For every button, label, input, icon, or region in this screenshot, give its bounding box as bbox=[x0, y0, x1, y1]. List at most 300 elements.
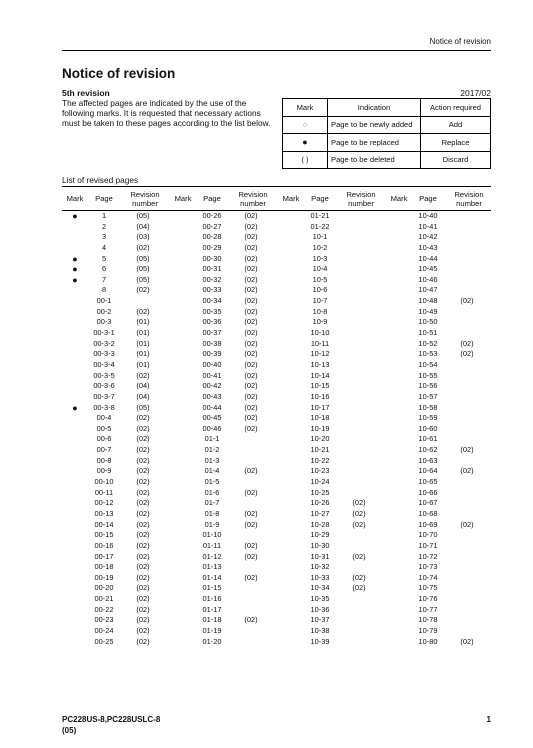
column-header-revision: Revision number bbox=[238, 189, 268, 208]
revision-cell: (02) bbox=[244, 264, 258, 274]
revision-cell bbox=[336, 360, 382, 371]
mark-cell bbox=[386, 371, 412, 382]
page-cell: 00-28 bbox=[202, 232, 222, 242]
table-row bbox=[386, 254, 490, 265]
legend-table bbox=[282, 98, 491, 169]
table-row bbox=[62, 243, 166, 254]
page-cell: 00-3-3 bbox=[93, 349, 115, 359]
table-row bbox=[170, 392, 274, 403]
table-row bbox=[62, 488, 166, 499]
page-cell: 4 bbox=[101, 242, 107, 252]
mark-cell bbox=[278, 615, 304, 626]
table-row bbox=[170, 307, 274, 318]
table-row bbox=[386, 434, 490, 445]
revision-cell bbox=[336, 392, 382, 403]
table-row bbox=[170, 413, 274, 424]
revision-cell bbox=[336, 264, 382, 275]
table-row bbox=[170, 349, 274, 360]
page-cell: 10-47 bbox=[418, 285, 438, 295]
revision-cell: (02) bbox=[136, 413, 150, 423]
mark-cell bbox=[62, 317, 88, 328]
mark-cell bbox=[386, 594, 412, 605]
table-row bbox=[278, 466, 382, 477]
legend-row-replace bbox=[283, 134, 491, 152]
mark-cell bbox=[62, 360, 88, 371]
revision-cell bbox=[444, 243, 490, 254]
revision-cell bbox=[336, 317, 382, 328]
mark-cell bbox=[62, 573, 88, 584]
mark-cell bbox=[278, 594, 304, 605]
mark-cell bbox=[170, 530, 196, 541]
mark-cell bbox=[386, 264, 412, 275]
mark-cell bbox=[278, 285, 304, 296]
page-column-group bbox=[62, 211, 166, 647]
table-row bbox=[278, 509, 382, 520]
revision-cell bbox=[444, 477, 490, 488]
mark-cell bbox=[62, 509, 88, 520]
mark-cell bbox=[62, 615, 88, 626]
revision-cell: (03) bbox=[136, 232, 150, 242]
page-cell: 10-12 bbox=[310, 349, 330, 359]
table-row bbox=[278, 232, 382, 243]
revision-cell: (02) bbox=[244, 423, 258, 433]
mark-cell bbox=[62, 583, 88, 594]
table-row bbox=[170, 275, 274, 286]
legend-mark-delete: ( ) bbox=[283, 151, 328, 169]
table-row bbox=[386, 498, 490, 509]
page-cell: 00-2 bbox=[96, 306, 112, 316]
page-cell: 10-25 bbox=[310, 487, 330, 497]
page-cell: 00-34 bbox=[202, 296, 222, 306]
legend-header-row bbox=[283, 99, 491, 117]
table-row bbox=[62, 509, 166, 520]
table-row bbox=[62, 403, 166, 414]
revision-cell: (02) bbox=[244, 413, 258, 423]
column-header-revision: Revision number bbox=[346, 189, 376, 208]
page-cell: 10-22 bbox=[310, 455, 330, 465]
page-cell: 10-8 bbox=[312, 306, 328, 316]
page-cell: 10-59 bbox=[418, 413, 438, 423]
page-cell: 10-75 bbox=[418, 583, 438, 593]
table-row bbox=[170, 232, 274, 243]
page-cell: 10-32 bbox=[310, 562, 330, 572]
table-row bbox=[170, 211, 274, 222]
page-cell: 7 bbox=[101, 274, 107, 284]
mark-cell bbox=[386, 275, 412, 286]
page-cell: 10-13 bbox=[310, 359, 330, 369]
revision-cell bbox=[336, 349, 382, 360]
table-row bbox=[278, 562, 382, 573]
revision-cell bbox=[444, 413, 490, 424]
mark-cell bbox=[62, 371, 88, 382]
mark-cell bbox=[278, 477, 304, 488]
legend-row-delete bbox=[283, 151, 491, 169]
revision-cell bbox=[444, 264, 490, 275]
mark-cell bbox=[62, 232, 88, 243]
mark-cell bbox=[278, 211, 304, 222]
mark-cell bbox=[170, 456, 196, 467]
page-cell: 10-38 bbox=[310, 625, 330, 635]
revision-cell bbox=[444, 211, 490, 222]
page-cell: 10-68 bbox=[418, 508, 438, 518]
revision-cell bbox=[120, 296, 166, 307]
mark-cell bbox=[170, 360, 196, 371]
revision-cell: (02) bbox=[244, 328, 258, 338]
page-cell: 10-30 bbox=[310, 540, 330, 550]
page-cell: 10-21 bbox=[310, 445, 330, 455]
revision-cell bbox=[336, 530, 382, 541]
mark-cell bbox=[62, 562, 88, 573]
page-cell: 10-56 bbox=[418, 381, 438, 391]
page-cell: 01-4 bbox=[204, 466, 220, 476]
revision-cell bbox=[336, 541, 382, 552]
revision-cell bbox=[444, 583, 490, 594]
page-cell: 10-62 bbox=[418, 445, 438, 455]
revision-cell bbox=[228, 434, 274, 445]
table-row bbox=[278, 498, 382, 509]
table-row bbox=[170, 541, 274, 552]
revision-cell: (02) bbox=[244, 370, 258, 380]
revision-cell bbox=[336, 307, 382, 318]
revision-cell: (02) bbox=[244, 221, 258, 231]
revision-cell: (05) bbox=[136, 253, 150, 263]
page-cell: 10-42 bbox=[418, 232, 438, 242]
page-cell: 00-5 bbox=[96, 423, 112, 433]
page-cell: 01-6 bbox=[204, 487, 220, 497]
replace-mark-icon: ● bbox=[72, 211, 78, 221]
page-cell: 00-37 bbox=[202, 328, 222, 338]
revision-cell bbox=[336, 626, 382, 637]
revision-cell bbox=[444, 626, 490, 637]
revised-pages-columns bbox=[62, 211, 491, 647]
page-cell: 00-29 bbox=[202, 242, 222, 252]
revision-cell: (02) bbox=[136, 636, 150, 646]
page-cell: 10-78 bbox=[418, 615, 438, 625]
mark-cell bbox=[170, 509, 196, 520]
page-cell: 00-9 bbox=[96, 466, 112, 476]
table-row bbox=[386, 530, 490, 541]
revision-cell: (01) bbox=[136, 359, 150, 369]
table-row bbox=[170, 573, 274, 584]
mark-cell bbox=[170, 573, 196, 584]
table-row bbox=[386, 222, 490, 233]
revision-label: 5th revision bbox=[62, 88, 110, 98]
revision-cell: (02) bbox=[136, 434, 150, 444]
table-row bbox=[170, 445, 274, 456]
table-row bbox=[170, 498, 274, 509]
mark-cell bbox=[170, 413, 196, 424]
table-row bbox=[170, 615, 274, 626]
column-header-page: Page bbox=[95, 194, 113, 203]
page-cell: 00-21 bbox=[94, 594, 114, 604]
revision-cell: (01) bbox=[136, 338, 150, 348]
mark-cell bbox=[278, 392, 304, 403]
revision-cell: (02) bbox=[460, 466, 474, 476]
table-row bbox=[278, 222, 382, 233]
revision-cell: (02) bbox=[136, 562, 150, 572]
table-row bbox=[386, 392, 490, 403]
mark-cell bbox=[278, 317, 304, 328]
table-row bbox=[62, 371, 166, 382]
mark-cell bbox=[386, 307, 412, 318]
revision-cell: (02) bbox=[244, 232, 258, 242]
revision-cell: (02) bbox=[352, 551, 366, 561]
page-title: Notice of revision bbox=[62, 66, 176, 81]
mark-cell bbox=[278, 349, 304, 360]
revision-cell: (02) bbox=[136, 477, 150, 487]
revision-cell bbox=[336, 371, 382, 382]
mark-cell bbox=[62, 520, 88, 531]
mark-cell bbox=[62, 477, 88, 488]
revision-cell: (02) bbox=[136, 508, 150, 518]
mark-cell bbox=[62, 307, 88, 318]
table-row bbox=[278, 424, 382, 435]
table-row bbox=[386, 445, 490, 456]
mark-cell bbox=[278, 466, 304, 477]
table-row bbox=[170, 381, 274, 392]
page-cell: 10-46 bbox=[418, 274, 438, 284]
revision-cell bbox=[444, 552, 490, 563]
revision-cell: (02) bbox=[244, 296, 258, 306]
mark-cell bbox=[170, 275, 196, 286]
page-column-group bbox=[386, 211, 490, 647]
page-cell: 01-16 bbox=[202, 594, 222, 604]
revision-cell bbox=[444, 615, 490, 626]
table-row bbox=[62, 264, 166, 275]
page-cell: 01-12 bbox=[202, 551, 222, 561]
table-row bbox=[62, 626, 166, 637]
mark-cell bbox=[170, 488, 196, 499]
page-cell: 1 bbox=[101, 211, 107, 220]
page-cell: 10-28 bbox=[310, 519, 330, 529]
column-header-mark: Mark bbox=[174, 194, 192, 203]
mark-cell bbox=[170, 615, 196, 626]
table-row bbox=[278, 275, 382, 286]
revision-cell: (02) bbox=[244, 572, 258, 582]
page-cell: 5 bbox=[101, 253, 107, 263]
page-cell: 00-10 bbox=[94, 477, 114, 487]
mark-cell bbox=[170, 477, 196, 488]
page-cell: 00-14 bbox=[94, 519, 114, 529]
mark-cell bbox=[386, 392, 412, 403]
table-row bbox=[170, 520, 274, 531]
page-column-group bbox=[170, 211, 274, 647]
revision-cell: (02) bbox=[352, 498, 366, 508]
table-row bbox=[62, 328, 166, 339]
revision-cell bbox=[228, 583, 274, 594]
page-cell: 00-3 bbox=[96, 317, 112, 327]
mark-cell bbox=[386, 285, 412, 296]
revision-cell bbox=[336, 254, 382, 265]
mark-cell bbox=[278, 254, 304, 265]
table-row bbox=[62, 541, 166, 552]
revision-cell bbox=[228, 594, 274, 605]
table-row bbox=[278, 477, 382, 488]
revision-cell bbox=[336, 424, 382, 435]
table-row bbox=[386, 541, 490, 552]
revision-cell: (02) bbox=[244, 211, 258, 220]
mark-cell bbox=[278, 371, 304, 382]
page-cell: 10-63 bbox=[418, 455, 438, 465]
mark-cell bbox=[386, 637, 412, 648]
table-row bbox=[278, 552, 382, 563]
legend-header-indication: Indication bbox=[328, 99, 421, 117]
revision-cell: (02) bbox=[136, 445, 150, 455]
mark-cell bbox=[62, 381, 88, 392]
table-row bbox=[170, 637, 274, 648]
mark-cell bbox=[386, 605, 412, 616]
mark-cell bbox=[278, 626, 304, 637]
mark-cell bbox=[62, 296, 88, 307]
mark-cell bbox=[170, 328, 196, 339]
page-cell: 00-15 bbox=[94, 530, 114, 540]
revision-cell: (02) bbox=[244, 487, 258, 497]
mark-cell bbox=[170, 605, 196, 616]
revision-cell: (02) bbox=[244, 359, 258, 369]
revision-cell: (01) bbox=[136, 317, 150, 327]
mark-cell bbox=[62, 456, 88, 467]
replace-mark-icon: ● bbox=[72, 253, 78, 264]
revision-cell: (02) bbox=[460, 349, 474, 359]
table-row bbox=[170, 285, 274, 296]
mark-cell bbox=[62, 637, 88, 648]
revision-cell: (02) bbox=[244, 402, 258, 412]
revision-cell bbox=[444, 317, 490, 328]
page-cell: 10-50 bbox=[418, 317, 438, 327]
table-row bbox=[386, 285, 490, 296]
mark-cell bbox=[278, 498, 304, 509]
revision-cell: (04) bbox=[136, 221, 150, 231]
table-row bbox=[62, 232, 166, 243]
mark-cell bbox=[278, 637, 304, 648]
revision-cell: (02) bbox=[460, 445, 474, 455]
table-row bbox=[62, 573, 166, 584]
revision-cell: (02) bbox=[136, 572, 150, 582]
mark-cell bbox=[170, 541, 196, 552]
table-row bbox=[386, 317, 490, 328]
column-header-page: Page bbox=[419, 194, 437, 203]
revision-cell bbox=[228, 498, 274, 509]
revision-cell bbox=[444, 285, 490, 296]
page-cell: 00-1 bbox=[96, 296, 112, 306]
mark-cell bbox=[386, 498, 412, 509]
table-row bbox=[386, 328, 490, 339]
page-cell: 10-14 bbox=[310, 370, 330, 380]
page-cell: 10-77 bbox=[418, 604, 438, 614]
revision-cell: (01) bbox=[136, 328, 150, 338]
table-row bbox=[278, 349, 382, 360]
revision-cell bbox=[228, 605, 274, 616]
table-row bbox=[170, 488, 274, 499]
table-row bbox=[386, 562, 490, 573]
table-row bbox=[386, 605, 490, 616]
legend-header-action: Action required bbox=[421, 99, 491, 117]
table-row bbox=[62, 530, 166, 541]
revision-cell: (02) bbox=[136, 594, 150, 604]
table-row bbox=[62, 339, 166, 350]
table-row bbox=[62, 434, 166, 445]
page-cell: 10-36 bbox=[310, 604, 330, 614]
revision-cell: (02) bbox=[244, 242, 258, 252]
replace-mark-icon: ● bbox=[72, 402, 78, 413]
page-cell: 00-44 bbox=[202, 402, 222, 412]
mark-cell bbox=[386, 413, 412, 424]
table-row bbox=[170, 477, 274, 488]
page-cell: 10-15 bbox=[310, 381, 330, 391]
revision-cell: (02) bbox=[136, 466, 150, 476]
revision-cell bbox=[336, 637, 382, 648]
page-cell: 00-3-8 bbox=[93, 402, 115, 412]
table-row bbox=[386, 615, 490, 626]
table-row bbox=[386, 211, 490, 222]
mark-cell bbox=[170, 583, 196, 594]
page-cell: 10-79 bbox=[418, 625, 438, 635]
mark-cell bbox=[386, 552, 412, 563]
revision-cell bbox=[336, 477, 382, 488]
page-cell: 10-6 bbox=[312, 285, 328, 295]
page-cell: 00-41 bbox=[202, 370, 222, 380]
revision-cell bbox=[444, 488, 490, 499]
mark-cell bbox=[62, 424, 88, 435]
column-header-revision: Revision number bbox=[130, 189, 160, 208]
revision-cell bbox=[444, 307, 490, 318]
table-row bbox=[170, 562, 274, 573]
page-cell: 00-4 bbox=[96, 413, 112, 423]
page-cell: 10-18 bbox=[310, 413, 330, 423]
revision-cell bbox=[336, 222, 382, 233]
page-cell: 00-46 bbox=[202, 423, 222, 433]
page-cell: 10-49 bbox=[418, 306, 438, 316]
page-cell: 00-3-4 bbox=[93, 359, 115, 369]
page-cell: 10-11 bbox=[310, 338, 330, 348]
mark-cell bbox=[278, 413, 304, 424]
mark-cell bbox=[170, 520, 196, 531]
column-header-mark: Mark bbox=[282, 194, 300, 203]
revision-cell: (02) bbox=[352, 508, 366, 518]
revision-cell bbox=[444, 541, 490, 552]
table-row bbox=[62, 222, 166, 233]
page-cell: 00-32 bbox=[202, 274, 222, 284]
revision-cell: (02) bbox=[136, 455, 150, 465]
revision-cell: (02) bbox=[136, 487, 150, 497]
page-cell: 00-3-6 bbox=[93, 381, 115, 391]
revision-cell: (02) bbox=[244, 551, 258, 561]
table-row bbox=[386, 403, 490, 414]
footer-model: PC228US-8,PC228USLC-8 bbox=[62, 715, 161, 724]
revision-cell: (02) bbox=[244, 338, 258, 348]
mark-cell bbox=[170, 349, 196, 360]
page-cell: 01-7 bbox=[204, 498, 220, 508]
table-row bbox=[170, 328, 274, 339]
table-row bbox=[386, 232, 490, 243]
column-header-mark: Mark bbox=[390, 194, 408, 203]
revision-cell bbox=[336, 445, 382, 456]
mark-cell bbox=[386, 509, 412, 520]
revision-cell: (05) bbox=[136, 402, 150, 412]
table-row bbox=[170, 371, 274, 382]
mark-cell bbox=[170, 594, 196, 605]
mark-cell bbox=[386, 445, 412, 456]
mark-cell bbox=[278, 552, 304, 563]
table-row bbox=[278, 339, 382, 350]
table-row bbox=[386, 594, 490, 605]
page-cell: 10-52 bbox=[418, 338, 438, 348]
revision-cell bbox=[228, 477, 274, 488]
revision-cell: (02) bbox=[136, 615, 150, 625]
page-cell: 10-67 bbox=[418, 498, 438, 508]
page-cell: 00-18 bbox=[94, 562, 114, 572]
table-row bbox=[62, 254, 166, 265]
